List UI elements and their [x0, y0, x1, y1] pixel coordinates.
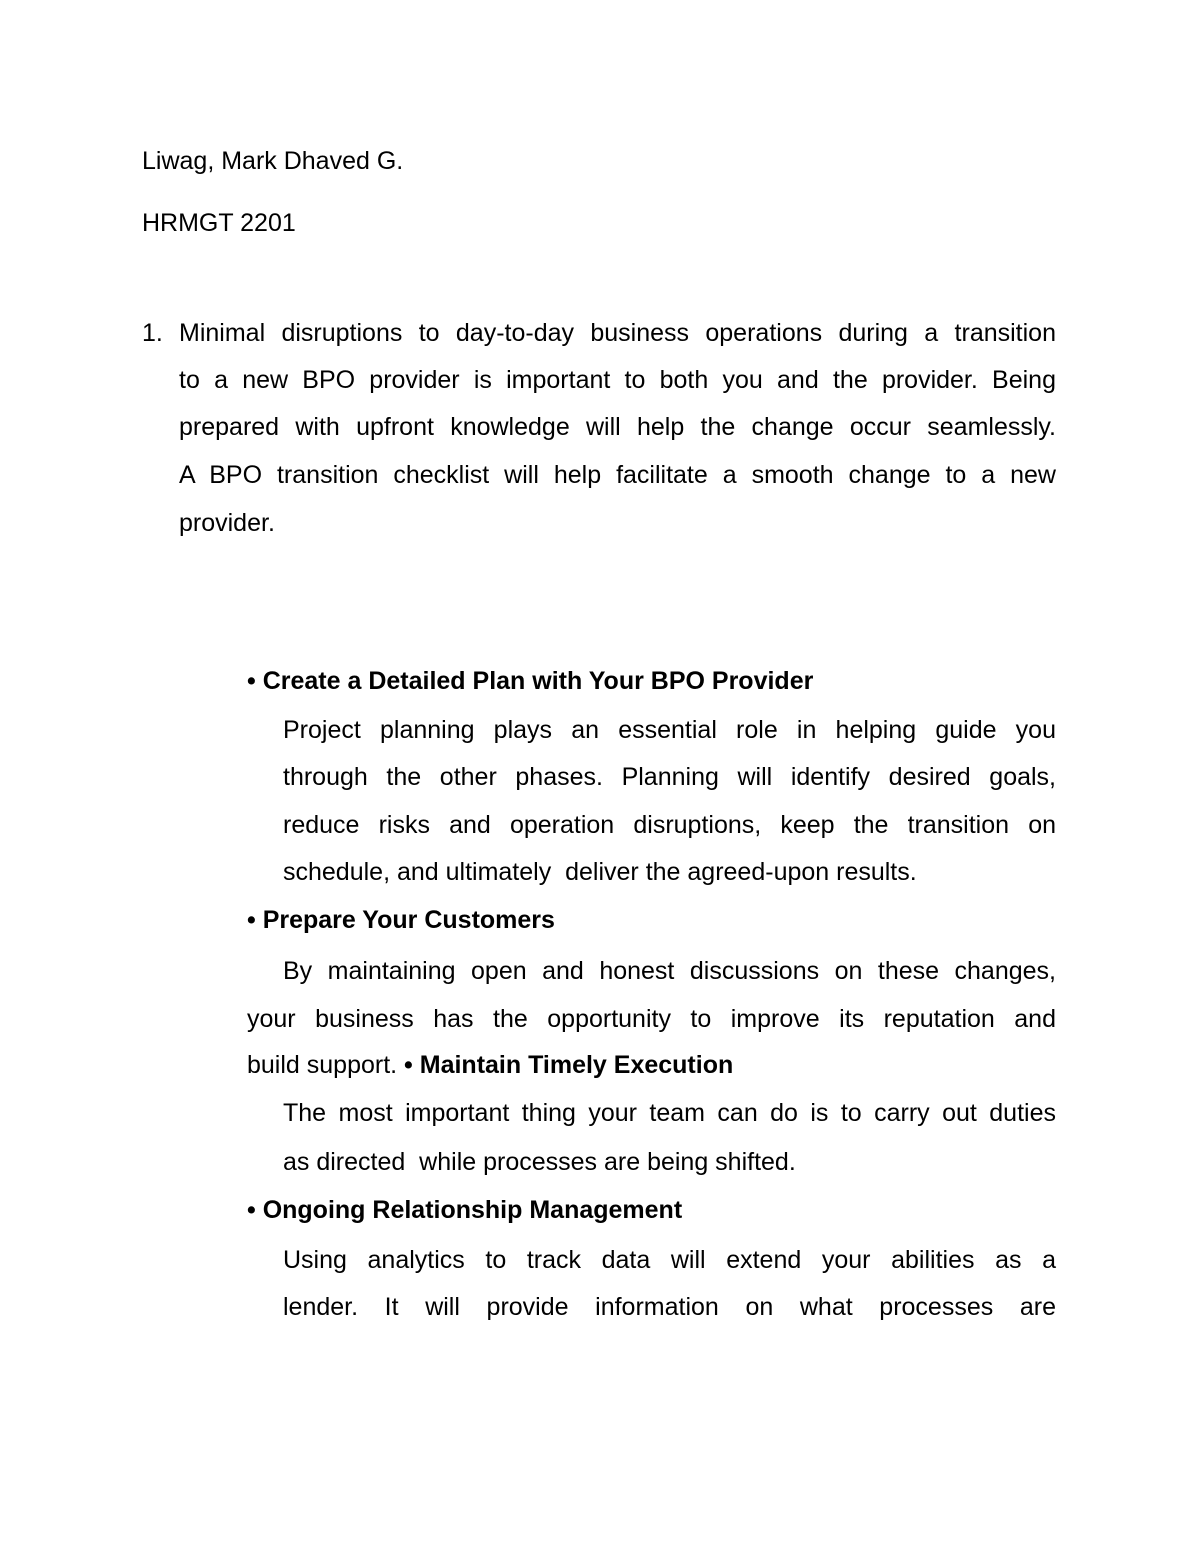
student-name: Liwag, Mark Dhaved G.	[142, 147, 404, 175]
q1-line: Minimal disruptions to day-to-day business operations during a transition	[179, 319, 1056, 347]
q1-line: prepared with upfront knowledge will help the change occur seamlessly.	[179, 413, 1056, 441]
q1-line: provider.	[179, 509, 275, 537]
section-line	[247, 1050, 733, 1080]
section-line: schedule, and ultimately deliver the agreed-upon results.	[283, 858, 917, 886]
section-heading: • Create a Detailed Plan with Your BPO Provider	[247, 667, 814, 695]
list-number: 1.	[142, 319, 163, 347]
section-heading: • Maintain Timely Execution	[404, 1051, 734, 1079]
section-line: The most important thing your team can do is to carry out duties	[283, 1099, 1056, 1127]
section-line: your business has the opportunity to improve its reputation and	[247, 1005, 1056, 1033]
section-line: reduce risks and operation disruptions, keep the transition on	[283, 811, 1056, 839]
q1-line: to a new BPO provider is important to both you and the provider. Being	[179, 366, 1056, 394]
section-heading: • Prepare Your Customers	[247, 906, 555, 934]
section-line: By maintaining open and honest discussions on these changes,	[283, 957, 1056, 985]
section-heading: • Ongoing Relationship Management	[247, 1196, 683, 1224]
section-line: as directed while processes are being shifted.	[283, 1148, 796, 1176]
section-line: Using analytics to track data will extend your abilities as a	[283, 1246, 1056, 1274]
q1-line: A BPO transition checklist will help facilitate a smooth change to a new	[179, 461, 1056, 489]
section-line-text: build support.	[247, 1051, 405, 1079]
course-code: HRMGT 2201	[142, 209, 296, 237]
section-line: lender. It will provide information on what processes are	[283, 1293, 1056, 1321]
section-line: Project planning plays an essential role in helping guide you	[283, 716, 1056, 744]
section-line: through the other phases. Planning will identify desired goals,	[283, 763, 1056, 791]
